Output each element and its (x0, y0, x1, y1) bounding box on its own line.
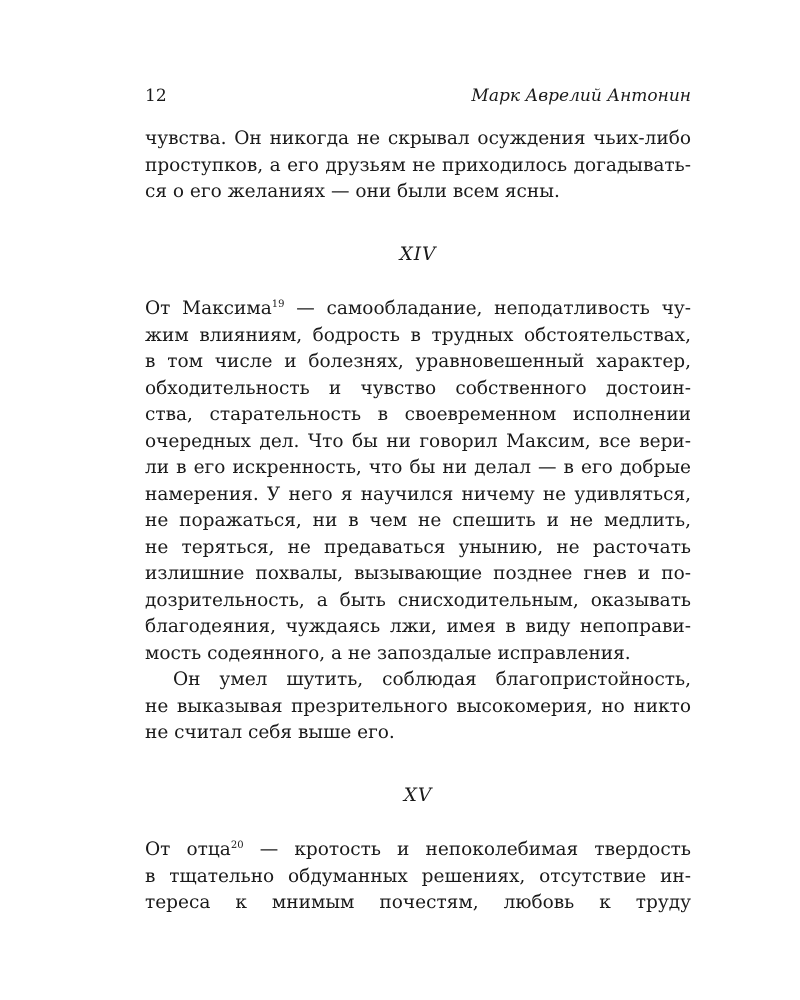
intro-paragraph (145, 126, 691, 206)
text-line: дозрительность, а быть снисходительным, оказывать (145, 589, 691, 611)
text-line: не выказывая презрительного высокомерия, но никто (145, 695, 691, 717)
paragraph-start: От Максима (145, 298, 272, 319)
text-line: в тщательно обдуманных решениях, отсутствие ин- (145, 865, 691, 887)
section-heading-xiv: XIV (399, 243, 437, 265)
text-line: намерения. У него я научился ничему не удивляться, (145, 483, 691, 505)
section-heading-xv: XV (403, 784, 433, 806)
text-line: не поражаться, ни в чем не спешить и не медлить, (145, 510, 691, 531)
footnote-ref-20[interactable]: 20 (230, 840, 244, 851)
text-line: в том числе и болезнях, уравновешенный характер, (145, 351, 691, 372)
section-xv-paragraph (145, 837, 691, 917)
text-line: мость содеянного, а не запоздалые исправления. (145, 642, 631, 664)
text-line: проступков, а его друзьям не приходилось догадывать- (145, 154, 691, 176)
text-line (145, 296, 691, 323)
section-xiv-paragraph-2 (145, 667, 691, 747)
paragraph-start: От отца (145, 839, 231, 860)
page-number: 12 (145, 86, 167, 106)
text-line: ся о его желаниях — они были всем ясны. (145, 181, 560, 202)
text-line: чувства. Он никогда не скрывал осуждения чьих-либо (145, 128, 691, 149)
text-line: не считал себя выше его. (145, 722, 395, 743)
text-line: излишние похвалы, вызывающие позднее гнев и по- (145, 563, 691, 584)
body-text (145, 126, 691, 917)
text-line: не теряться, не предаваться унынию, не расточать (145, 536, 691, 558)
text-line: тереса к мнимым почестям, любовь к труду (145, 892, 691, 913)
text-line: ства, старательность в своевременном исполнении (145, 404, 691, 425)
section-xiv-paragraph (145, 296, 691, 667)
running-header (145, 86, 691, 106)
text-line: обходительность и чувство собственного достоин- (145, 377, 691, 399)
text-line: ли в его искренность, что бы ни делал — в его добрые (145, 457, 691, 478)
paragraph-continuation: — самообладание, неподатливость чу- (284, 298, 691, 319)
footnote-ref-19[interactable]: 19 (271, 299, 285, 310)
text-line: благодеяния, чуждаясь лжи, имея в виду непоправи- (145, 616, 691, 637)
paragraph-continuation: — кротость и непоколебимая твердость (243, 839, 691, 860)
text-line (145, 837, 691, 864)
text-line: жим влияниям, бодрость в трудных обстоятельствах, (145, 324, 691, 346)
text-line: Он умел шутить, соблюдая благопристойность, (173, 669, 691, 690)
running-title: Марк Аврелий Антонин (471, 86, 691, 106)
text-line: очередных дел. Что бы ни говорил Максим, все вери- (145, 430, 691, 452)
